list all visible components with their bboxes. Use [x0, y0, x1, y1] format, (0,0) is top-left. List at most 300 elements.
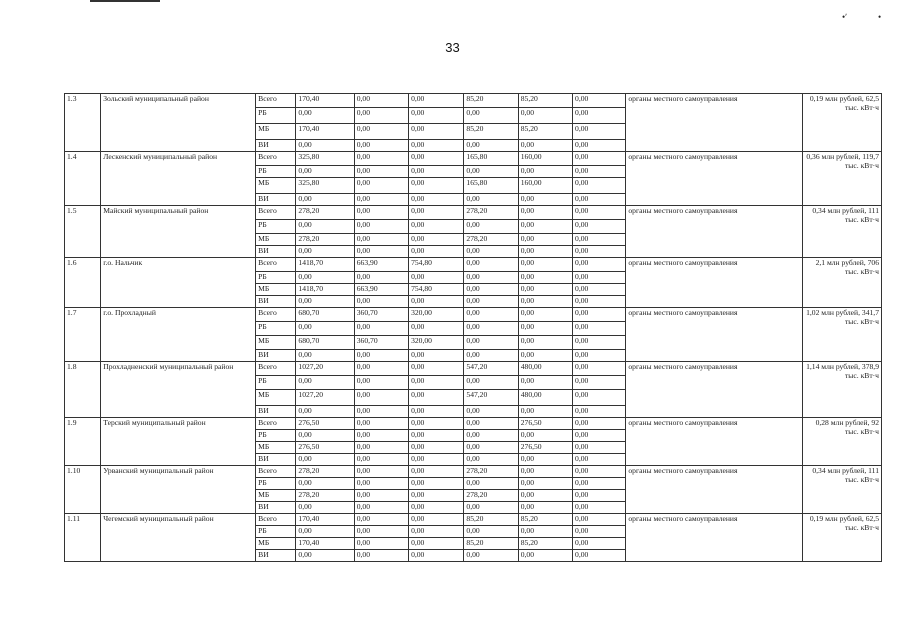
- amount-cell: 276,50: [296, 418, 354, 430]
- responsible-body: органы местного самоуправления: [626, 514, 803, 562]
- amount-cell: 0,00: [464, 194, 518, 206]
- amount-cell: 0,00: [573, 362, 626, 376]
- amount-cell: 0,00: [296, 526, 354, 538]
- amount-cell: 754,80: [409, 258, 464, 272]
- municipality-name: Майский муниципальный район: [101, 206, 256, 258]
- funding-source: ВИ: [256, 550, 296, 562]
- amount-cell: 0,00: [409, 94, 464, 108]
- amount-cell: 0,00: [409, 206, 464, 220]
- amount-cell: 0,00: [296, 296, 354, 308]
- amount-cell: 0,00: [573, 430, 626, 442]
- municipality-name: Лескенский муниципальный район: [101, 152, 256, 206]
- funding-source: Всего: [256, 514, 296, 526]
- table-row: [65, 514, 882, 526]
- amount-cell: 0,00: [464, 322, 518, 336]
- amount-cell: 85,20: [518, 94, 572, 108]
- amount-cell: 85,20: [518, 514, 572, 526]
- amount-cell: 0,00: [518, 284, 572, 296]
- amount-cell: 278,20: [464, 206, 518, 220]
- amount-cell: 0,00: [464, 108, 518, 124]
- amount-cell: 0,00: [573, 258, 626, 272]
- amount-cell: 547,20: [464, 390, 518, 406]
- amount-cell: 0,00: [296, 376, 354, 390]
- amount-cell: 0,00: [518, 234, 572, 246]
- funding-source: РБ: [256, 478, 296, 490]
- funding-source: МБ: [256, 124, 296, 140]
- amount-cell: 0,00: [518, 490, 572, 502]
- amount-cell: 0,00: [409, 220, 464, 234]
- amount-cell: 0,00: [464, 296, 518, 308]
- amount-cell: 0,00: [518, 350, 572, 362]
- item-number: 1.8: [65, 362, 101, 418]
- amount-cell: 0,00: [464, 350, 518, 362]
- amount-cell: 0,00: [296, 246, 354, 258]
- municipality-name: Чегемский муниципальный район: [101, 514, 256, 562]
- amount-cell: 0,00: [354, 442, 408, 454]
- amount-cell: 0,00: [573, 526, 626, 538]
- amount-cell: 0,00: [354, 390, 408, 406]
- amount-cell: 0,00: [354, 350, 408, 362]
- expected-effect: 0,19 млн рублей, 62,5 тыс. кВт·ч: [803, 94, 882, 152]
- amount-cell: 276,50: [518, 418, 572, 430]
- amount-cell: 0,00: [518, 406, 572, 418]
- funding-source: Всего: [256, 418, 296, 430]
- amount-cell: 0,00: [409, 296, 464, 308]
- amount-cell: 85,20: [518, 124, 572, 140]
- funding-source: ВИ: [256, 246, 296, 258]
- funding-source: Всего: [256, 466, 296, 478]
- amount-cell: 0,00: [573, 308, 626, 322]
- funding-source: РБ: [256, 322, 296, 336]
- amount-cell: 278,20: [296, 490, 354, 502]
- corner-mark-left: •ʹ: [842, 12, 848, 22]
- amount-cell: 0,00: [296, 430, 354, 442]
- amount-cell: 0,00: [518, 140, 572, 152]
- amount-cell: 276,50: [296, 442, 354, 454]
- amount-cell: 0,00: [464, 406, 518, 418]
- funding-source: ВИ: [256, 454, 296, 466]
- amount-cell: 0,00: [573, 322, 626, 336]
- amount-cell: 0,00: [464, 272, 518, 284]
- amount-cell: 0,00: [409, 194, 464, 206]
- table-body: [65, 94, 882, 562]
- amount-cell: 0,00: [573, 140, 626, 152]
- amount-cell: 0,00: [573, 336, 626, 350]
- amount-cell: 0,00: [573, 194, 626, 206]
- funding-source: Всего: [256, 308, 296, 322]
- funding-source: ВИ: [256, 406, 296, 418]
- table-row: [65, 466, 882, 478]
- amount-cell: 0,00: [573, 296, 626, 308]
- amount-cell: 0,00: [409, 124, 464, 140]
- amount-cell: 0,00: [573, 284, 626, 296]
- amount-cell: 0,00: [573, 538, 626, 550]
- funding-source: ВИ: [256, 296, 296, 308]
- amount-cell: 0,00: [354, 246, 408, 258]
- amount-cell: 0,00: [354, 272, 408, 284]
- amount-cell: 160,00: [518, 152, 572, 166]
- funding-source: Всего: [256, 206, 296, 220]
- page-number: 33: [445, 40, 460, 55]
- responsible-body: органы местного самоуправления: [626, 206, 803, 258]
- amount-cell: 0,00: [354, 108, 408, 124]
- amount-cell: 0,00: [296, 550, 354, 562]
- funding-source: Всего: [256, 362, 296, 376]
- expected-effect: 0,19 млн рублей, 62,5 тыс. кВт·ч: [803, 514, 882, 562]
- amount-cell: 754,80: [409, 284, 464, 296]
- municipality-name: г.о. Нальчик: [101, 258, 256, 308]
- amount-cell: 0,00: [409, 166, 464, 178]
- amount-cell: 0,00: [573, 272, 626, 284]
- amount-cell: 0,00: [354, 296, 408, 308]
- amount-cell: 0,00: [464, 454, 518, 466]
- item-number: 1.6: [65, 258, 101, 308]
- item-number: 1.10: [65, 466, 101, 514]
- amount-cell: 0,00: [409, 550, 464, 562]
- item-number: 1.5: [65, 206, 101, 258]
- amount-cell: 320,00: [409, 308, 464, 322]
- amount-cell: 0,00: [409, 350, 464, 362]
- amount-cell: 0,00: [573, 166, 626, 178]
- expected-effect: 1,02 млн рублей, 341,7 тыс. кВт·ч: [803, 308, 882, 362]
- amount-cell: 0,00: [296, 502, 354, 514]
- item-number: 1.3: [65, 94, 101, 152]
- funding-source: МБ: [256, 234, 296, 246]
- amount-cell: 0,00: [409, 418, 464, 430]
- amount-cell: 0,00: [573, 390, 626, 406]
- amount-cell: 0,00: [354, 418, 408, 430]
- amount-cell: 0,00: [409, 152, 464, 166]
- amount-cell: 0,00: [354, 166, 408, 178]
- amount-cell: 0,00: [573, 502, 626, 514]
- amount-cell: 0,00: [573, 94, 626, 108]
- amount-cell: 0,00: [296, 322, 354, 336]
- amount-cell: 0,00: [409, 490, 464, 502]
- funding-source: РБ: [256, 526, 296, 538]
- amount-cell: 0,00: [518, 206, 572, 220]
- funding-source: ВИ: [256, 140, 296, 152]
- amount-cell: 0,00: [354, 362, 408, 376]
- table-row: [65, 418, 882, 430]
- table-row: [65, 152, 882, 166]
- amount-cell: 0,00: [464, 376, 518, 390]
- amount-cell: 0,00: [354, 140, 408, 152]
- amount-cell: 0,00: [573, 152, 626, 166]
- amount-cell: 278,20: [296, 206, 354, 220]
- amount-cell: 663,90: [354, 284, 408, 296]
- amount-cell: 0,00: [354, 550, 408, 562]
- amount-cell: 0,00: [409, 140, 464, 152]
- amount-cell: 0,00: [409, 454, 464, 466]
- amount-cell: 0,00: [518, 376, 572, 390]
- funding-source: ВИ: [256, 194, 296, 206]
- funding-source: МБ: [256, 284, 296, 296]
- amount-cell: 0,00: [409, 272, 464, 284]
- amount-cell: 0,00: [296, 166, 354, 178]
- amount-cell: 0,00: [296, 454, 354, 466]
- amount-cell: 680,70: [296, 308, 354, 322]
- amount-cell: 0,00: [573, 478, 626, 490]
- amount-cell: 0,00: [573, 466, 626, 478]
- amount-cell: 325,80: [296, 178, 354, 194]
- amount-cell: 0,00: [354, 220, 408, 234]
- amount-cell: 278,20: [464, 466, 518, 478]
- amount-cell: 0,00: [518, 166, 572, 178]
- amount-cell: 1418,70: [296, 284, 354, 296]
- amount-cell: 0,00: [573, 550, 626, 562]
- amount-cell: 0,00: [518, 258, 572, 272]
- amount-cell: 663,90: [354, 258, 408, 272]
- amount-cell: 0,00: [573, 234, 626, 246]
- amount-cell: 278,20: [464, 490, 518, 502]
- amount-cell: 0,00: [518, 454, 572, 466]
- amount-cell: 0,00: [573, 490, 626, 502]
- amount-cell: 0,00: [518, 466, 572, 478]
- amount-cell: 0,00: [573, 350, 626, 362]
- amount-cell: 0,00: [464, 284, 518, 296]
- amount-cell: 0,00: [464, 220, 518, 234]
- amount-cell: 0,00: [296, 220, 354, 234]
- scan-artifact-top: [90, 0, 160, 2]
- amount-cell: 0,00: [409, 108, 464, 124]
- amount-cell: 0,00: [573, 108, 626, 124]
- funding-source: РБ: [256, 108, 296, 124]
- amount-cell: 0,00: [518, 430, 572, 442]
- amount-cell: 85,20: [464, 538, 518, 550]
- municipality-name: г.о. Прохладный: [101, 308, 256, 362]
- amount-cell: 0,00: [573, 454, 626, 466]
- amount-cell: 165,80: [464, 152, 518, 166]
- amount-cell: 0,00: [354, 430, 408, 442]
- amount-cell: 0,00: [464, 246, 518, 258]
- amount-cell: 160,00: [518, 178, 572, 194]
- program-table: [64, 93, 882, 562]
- amount-cell: 0,00: [409, 246, 464, 258]
- amount-cell: 325,80: [296, 152, 354, 166]
- amount-cell: 0,00: [354, 538, 408, 550]
- amount-cell: 0,00: [518, 308, 572, 322]
- expected-effect: 0,36 млн рублей, 119,7 тыс. кВт·ч: [803, 152, 882, 206]
- table-row: [65, 258, 882, 272]
- amount-cell: 85,20: [464, 94, 518, 108]
- amount-cell: 0,00: [573, 442, 626, 454]
- corner-mark-right: •: [878, 12, 882, 22]
- amount-cell: 680,70: [296, 336, 354, 350]
- amount-cell: 0,00: [464, 526, 518, 538]
- amount-cell: 0,00: [354, 94, 408, 108]
- amount-cell: 0,00: [296, 406, 354, 418]
- funding-source: Всего: [256, 94, 296, 108]
- amount-cell: 0,00: [573, 220, 626, 234]
- amount-cell: 0,00: [518, 526, 572, 538]
- funding-source: МБ: [256, 538, 296, 550]
- responsible-body: органы местного самоуправления: [626, 258, 803, 308]
- funding-source: Всего: [256, 152, 296, 166]
- amount-cell: 0,00: [296, 478, 354, 490]
- amount-cell: 1027,20: [296, 390, 354, 406]
- amount-cell: 0,00: [518, 246, 572, 258]
- funding-source: РБ: [256, 272, 296, 284]
- amount-cell: 0,00: [354, 152, 408, 166]
- amount-cell: 1027,20: [296, 362, 354, 376]
- table-row: [65, 94, 882, 108]
- amount-cell: 0,00: [354, 376, 408, 390]
- amount-cell: 360,70: [354, 308, 408, 322]
- amount-cell: 0,00: [518, 296, 572, 308]
- expected-effect: 0,34 млн рублей, 111 тыс. кВт·ч: [803, 466, 882, 514]
- funding-source: МБ: [256, 442, 296, 454]
- amount-cell: 276,50: [518, 442, 572, 454]
- responsible-body: органы местного самоуправления: [626, 418, 803, 466]
- amount-cell: 0,00: [464, 550, 518, 562]
- amount-cell: 0,00: [354, 194, 408, 206]
- table-row: [65, 308, 882, 322]
- amount-cell: 278,20: [296, 466, 354, 478]
- expected-effect: 1,14 млн рублей, 378,9 тыс. кВт·ч: [803, 362, 882, 418]
- amount-cell: 0,00: [518, 336, 572, 350]
- amount-cell: 320,00: [409, 336, 464, 350]
- amount-cell: 0,00: [354, 502, 408, 514]
- amount-cell: 360,70: [354, 336, 408, 350]
- amount-cell: 0,00: [409, 390, 464, 406]
- expected-effect: 0,28 млн рублей, 92 тыс. кВт·ч: [803, 418, 882, 466]
- amount-cell: 0,00: [464, 418, 518, 430]
- amount-cell: 0,00: [518, 272, 572, 284]
- amount-cell: 0,00: [354, 466, 408, 478]
- item-number: 1.9: [65, 418, 101, 466]
- amount-cell: 0,00: [518, 550, 572, 562]
- amount-cell: 0,00: [573, 418, 626, 430]
- responsible-body: органы местного самоуправления: [626, 466, 803, 514]
- amount-cell: 0,00: [409, 322, 464, 336]
- amount-cell: 0,00: [573, 514, 626, 526]
- amount-cell: 0,00: [296, 350, 354, 362]
- funding-source: Всего: [256, 258, 296, 272]
- amount-cell: 0,00: [354, 406, 408, 418]
- responsible-body: органы местного самоуправления: [626, 94, 803, 152]
- amount-cell: 0,00: [409, 178, 464, 194]
- amount-cell: 278,20: [296, 234, 354, 246]
- amount-cell: 0,00: [409, 234, 464, 246]
- amount-cell: 0,00: [409, 362, 464, 376]
- municipality-name: Прохладненский муниципальный район: [101, 362, 256, 418]
- amount-cell: 0,00: [518, 220, 572, 234]
- amount-cell: 0,00: [354, 322, 408, 336]
- amount-cell: 0,00: [409, 430, 464, 442]
- item-number: 1.4: [65, 152, 101, 206]
- funding-source: РБ: [256, 430, 296, 442]
- amount-cell: 0,00: [354, 178, 408, 194]
- amount-cell: 0,00: [354, 478, 408, 490]
- amount-cell: 0,00: [354, 514, 408, 526]
- responsible-body: органы местного самоуправления: [626, 362, 803, 418]
- amount-cell: 547,20: [464, 362, 518, 376]
- amount-cell: 0,00: [409, 526, 464, 538]
- amount-cell: 480,00: [518, 362, 572, 376]
- amount-cell: 0,00: [464, 502, 518, 514]
- amount-cell: 0,00: [518, 322, 572, 336]
- amount-cell: 0,00: [409, 442, 464, 454]
- funding-source: МБ: [256, 390, 296, 406]
- amount-cell: 0,00: [464, 442, 518, 454]
- amount-cell: 0,00: [573, 376, 626, 390]
- amount-cell: 0,00: [464, 258, 518, 272]
- funding-source: ВИ: [256, 350, 296, 362]
- amount-cell: 0,00: [464, 430, 518, 442]
- amount-cell: 0,00: [573, 246, 626, 258]
- amount-cell: 0,00: [409, 502, 464, 514]
- amount-cell: 0,00: [354, 490, 408, 502]
- funding-source: РБ: [256, 166, 296, 178]
- amount-cell: 0,00: [518, 108, 572, 124]
- amount-cell: 0,00: [573, 206, 626, 220]
- funding-source: МБ: [256, 490, 296, 502]
- amount-cell: 0,00: [354, 454, 408, 466]
- expected-effect: 0,34 млн рублей, 111 тыс. кВт·ч: [803, 206, 882, 258]
- table-row: [65, 206, 882, 220]
- amount-cell: 0,00: [409, 406, 464, 418]
- amount-cell: 1418,70: [296, 258, 354, 272]
- funding-source: РБ: [256, 376, 296, 390]
- amount-cell: 0,00: [409, 514, 464, 526]
- amount-cell: 0,00: [354, 526, 408, 538]
- amount-cell: 0,00: [354, 124, 408, 140]
- amount-cell: 0,00: [464, 308, 518, 322]
- funding-source: РБ: [256, 220, 296, 234]
- responsible-body: органы местного самоуправления: [626, 152, 803, 206]
- amount-cell: 0,00: [354, 206, 408, 220]
- amount-cell: 0,00: [409, 478, 464, 490]
- amount-cell: 0,00: [296, 140, 354, 152]
- funding-source: МБ: [256, 336, 296, 350]
- municipality-name: Терский муниципальный район: [101, 418, 256, 466]
- municipality-name: Зольский муниципальный район: [101, 94, 256, 152]
- amount-cell: 0,00: [464, 166, 518, 178]
- item-number: 1.7: [65, 308, 101, 362]
- amount-cell: 0,00: [464, 478, 518, 490]
- amount-cell: 85,20: [464, 124, 518, 140]
- amount-cell: 0,00: [409, 466, 464, 478]
- amount-cell: 0,00: [573, 406, 626, 418]
- amount-cell: 170,40: [296, 124, 354, 140]
- table-row: [65, 362, 882, 376]
- amount-cell: 0,00: [464, 140, 518, 152]
- amount-cell: 170,40: [296, 94, 354, 108]
- amount-cell: 85,20: [518, 538, 572, 550]
- amount-cell: 0,00: [518, 502, 572, 514]
- amount-cell: 0,00: [409, 538, 464, 550]
- responsible-body: органы местного самоуправления: [626, 308, 803, 362]
- amount-cell: 0,00: [296, 194, 354, 206]
- amount-cell: 0,00: [296, 272, 354, 284]
- item-number: 1.11: [65, 514, 101, 562]
- amount-cell: 0,00: [464, 336, 518, 350]
- funding-source: ВИ: [256, 502, 296, 514]
- amount-cell: 165,80: [464, 178, 518, 194]
- amount-cell: 480,00: [518, 390, 572, 406]
- amount-cell: 170,40: [296, 514, 354, 526]
- amount-cell: 0,00: [354, 234, 408, 246]
- amount-cell: 85,20: [464, 514, 518, 526]
- amount-cell: 0,00: [573, 178, 626, 194]
- amount-cell: 278,20: [464, 234, 518, 246]
- amount-cell: 0,00: [409, 376, 464, 390]
- amount-cell: 0,00: [573, 124, 626, 140]
- expected-effect: 2,1 млн рублей, 706 тыс. кВт·ч: [803, 258, 882, 308]
- amount-cell: 0,00: [518, 478, 572, 490]
- amount-cell: 0,00: [518, 194, 572, 206]
- funding-source: МБ: [256, 178, 296, 194]
